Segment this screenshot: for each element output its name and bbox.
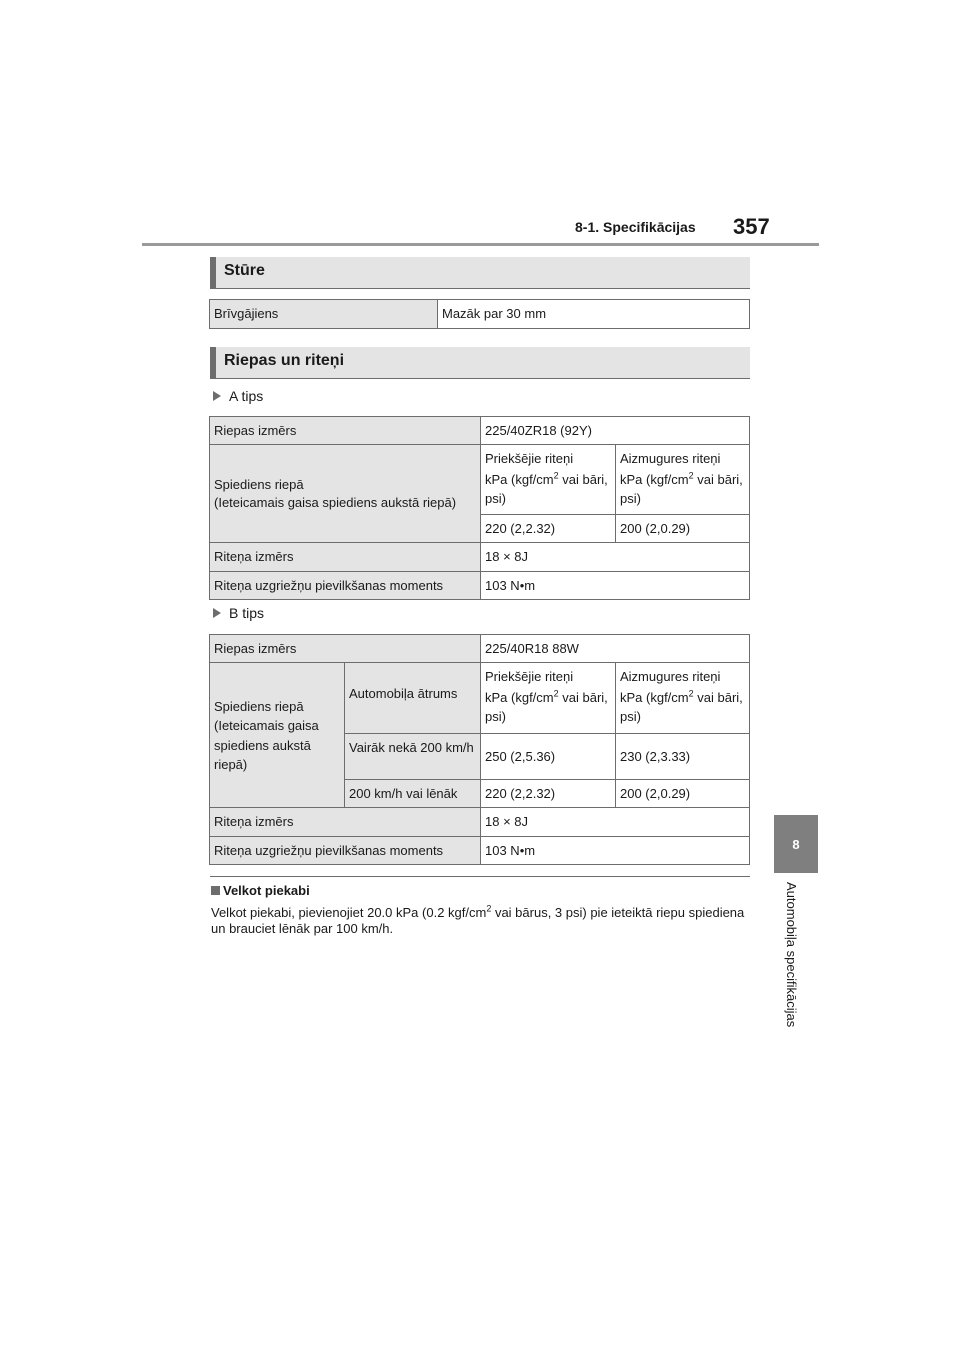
header-divider: [142, 243, 819, 246]
note-divider: [210, 876, 750, 877]
tires-title: Riepas un riteņi: [224, 352, 345, 369]
table-row: [210, 543, 750, 571]
table-cell-label: Riteņa izmērs: [210, 808, 481, 836]
table-cell-speed-header: Automobiļa ātrums: [345, 663, 481, 734]
table-cell-label: Brīvgājiens: [210, 300, 438, 329]
table-cell-rear-header: Aizmugures riteņi kPa ($kgf/cm^2$ vai bāri, psi): [616, 663, 750, 734]
table-cell-value: Mazāk par 30 mm: [438, 300, 750, 329]
table-cell-label: Riepas izmērs: [210, 417, 481, 445]
table-row: [210, 571, 750, 599]
steering-table: [209, 299, 750, 329]
table-cell-value: 103 N•m: [481, 571, 750, 599]
table-cell-label: Riteņa izmērs: [210, 543, 481, 571]
table-cell-speed: 200 km/h vai lēnāk: [345, 780, 481, 808]
table-cell-label: Riteņa uzgriežņu pievilkšanas moments: [210, 571, 481, 599]
triangle-bullet-icon: [213, 391, 221, 401]
table-cell-rear-header: Aizmugures riteņi kPa ($kgf/cm^2$ vai bāri, psi): [616, 445, 750, 515]
table-cell-value: 18 × 8J: [481, 543, 750, 571]
table-cell-value: 225/40ZR18 (92Y): [481, 417, 750, 445]
type-a-label: A tips: [213, 388, 263, 404]
table-row: [210, 417, 750, 445]
table-cell-label: Spiediens riepā (Ieteicamais gaisa spiediens aukstā riepā): [210, 445, 481, 543]
table-cell-front-header: Priekšējie riteņi kPa ($kgf/cm^2$ vai bāri, psi): [481, 663, 616, 734]
table-cell-front-header: Priekšējie riteņi kPa ($kgf/cm^2$ vai bāri, psi): [481, 445, 616, 515]
table-cell-value: 220 (2,2.32): [481, 780, 616, 808]
table-cell-value: 230 (2,3.33): [616, 734, 750, 780]
table-cell-label: Spiediens riepā (Ieteicamais gaisa spiediens aukstā riepā): [210, 663, 345, 808]
steering-heading: [210, 257, 750, 289]
table-cell-value: 103 N•m: [481, 836, 750, 864]
section-title: 8-1. Specifikācijas: [575, 219, 696, 235]
table-row: [210, 300, 750, 329]
chapter-tab: 8: [774, 815, 818, 873]
tires-heading: [210, 347, 750, 379]
page-number: 357: [733, 214, 770, 239]
table-cell-value: 200 (2,0.29): [616, 515, 750, 543]
note-title: Velkot piekabi: [211, 883, 310, 898]
table-row: [210, 836, 750, 864]
type-a-table: [209, 416, 750, 600]
table-cell-value: 220 (2,2.32): [481, 515, 616, 543]
table-cell-value: 18 × 8J: [481, 808, 750, 836]
table-row: [210, 445, 750, 515]
note-text: Velkot piekabi, pievienojiet 20.0 kPa (0.2 kgf/$cm^2$ vai bārus, 3 psi) pie ieteiktā riepu spiediena un brauciet lēnāk par 100 km/h.: [211, 903, 745, 937]
type-b-label: B tips: [213, 605, 264, 621]
table-cell-value: 200 (2,0.29): [616, 780, 750, 808]
chapter-label: Automobiļa specifikācijas: [784, 882, 799, 1028]
table-cell-label: Riteņa uzgriežņu pievilkšanas moments: [210, 836, 481, 864]
table-cell-value: 225/40R18 88W: [481, 635, 750, 663]
square-bullet-icon: [211, 886, 220, 895]
table-row: [210, 808, 750, 836]
triangle-bullet-icon: [213, 608, 221, 618]
table-cell-label: Riepas izmērs: [210, 635, 481, 663]
steering-title: Stūre: [224, 262, 265, 279]
table-row: [210, 663, 750, 734]
type-b-table: [209, 634, 750, 865]
table-cell-speed: Vairāk nekā 200 km/h: [345, 734, 481, 780]
table-row: [210, 635, 750, 663]
table-cell-value: 250 (2,5.36): [481, 734, 616, 780]
